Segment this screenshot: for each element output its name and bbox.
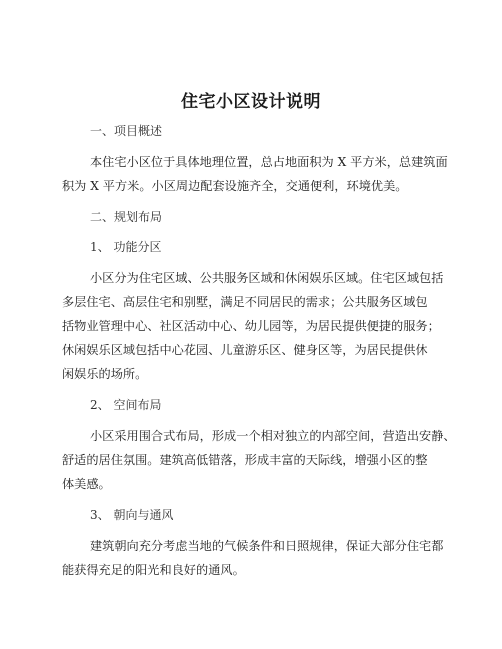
paragraph-line: 本住宅小区位于具体地理位置，总占地面积为 X 平方米，总建筑面 bbox=[90, 155, 448, 169]
paragraph-line: 小区分为住宅区域、公共服务区域和休闲娱乐区域。住宅区域包括 bbox=[90, 271, 444, 285]
paragraph-line: 体美感。 bbox=[62, 477, 111, 491]
paragraph-line: 休闲娱乐区域包括中心花园、儿童游乐区、健身区等，为居民提供休 bbox=[62, 343, 428, 357]
paragraph-line: 括物业管理中心、社区活动中心、幼儿园等，为居民提供便捷的服务； bbox=[62, 319, 440, 333]
section-heading-overview: 一、项目概述 bbox=[90, 124, 163, 138]
document-title: 住宅小区设计说明 bbox=[181, 92, 321, 112]
paragraph-line: 能获得充足的阳光和良好的通风。 bbox=[62, 563, 245, 577]
paragraph-line: 多层住宅、高层住宅和别墅，满足不同居民的需求；公共服务区域包 bbox=[62, 295, 428, 309]
subsection-heading-orientation: 3、 朝向与通风 bbox=[90, 508, 174, 522]
subsection-heading-spatial-layout: 2、 空间布局 bbox=[90, 398, 162, 412]
paragraph-line: 积为 X 平方米。小区周边配套设施齐全，交通便利，环境优美。 bbox=[62, 179, 408, 193]
paragraph-line: 建筑朝向充分考虑当地的气候条件和日照规律，保证大部分住宅都 bbox=[90, 539, 444, 553]
subsection-heading-function-zoning: 1、 功能分区 bbox=[90, 240, 162, 254]
paragraph-line: 舒适的居住氛围。建筑高低错落，形成丰富的天际线，增强小区的整 bbox=[62, 453, 428, 467]
paragraph-line: 小区采用围合式布局，形成一个相对独立的内部空间，营造出安静、 bbox=[90, 429, 456, 443]
paragraph-line: 闲娱乐的场所。 bbox=[62, 367, 148, 381]
section-heading-layout: 二、规划布局 bbox=[90, 210, 163, 224]
